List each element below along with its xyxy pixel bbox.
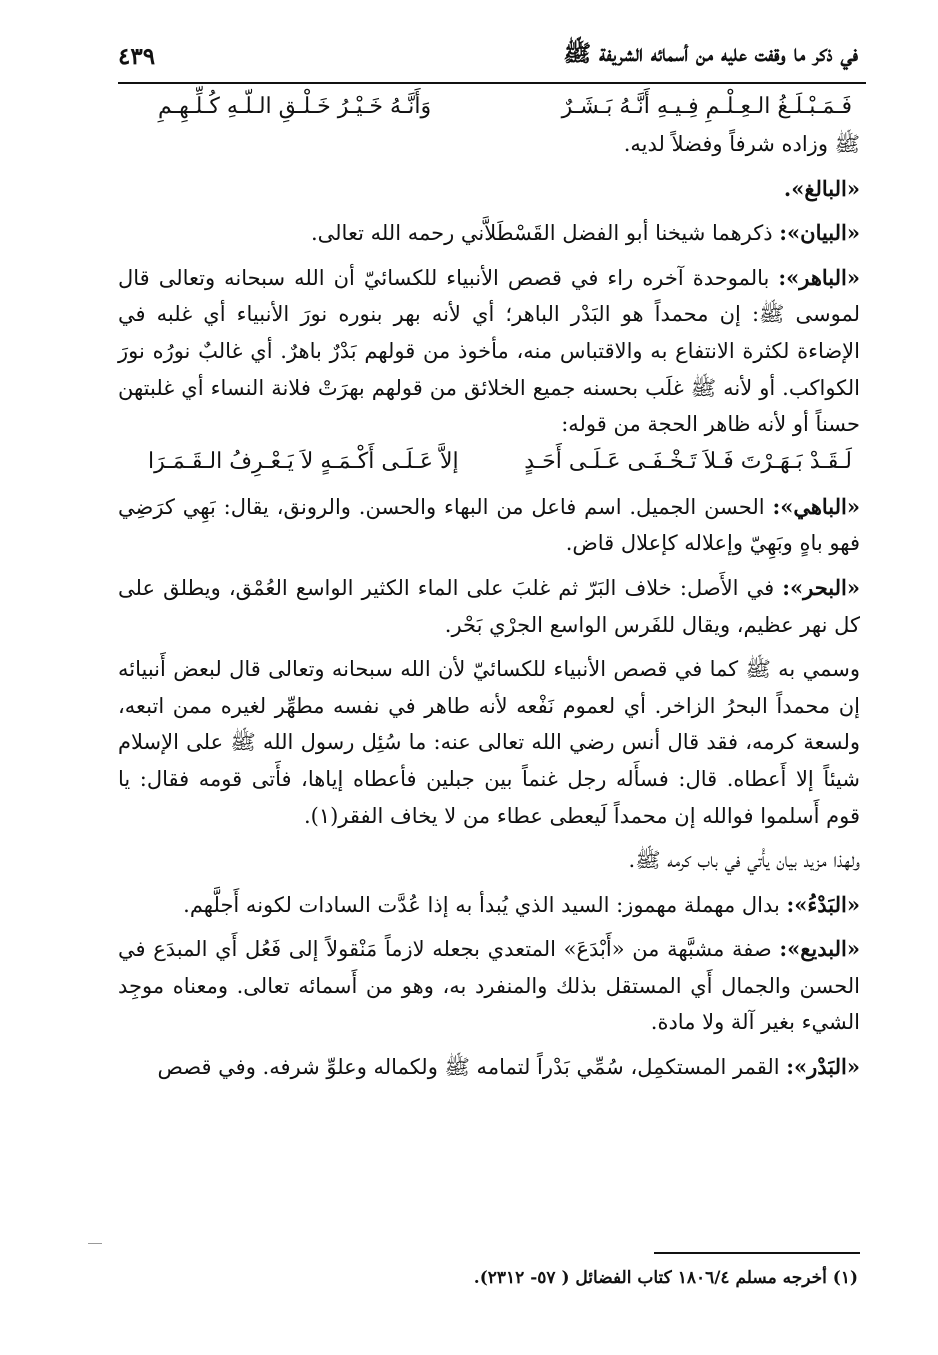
entry-term: «البحر»:	[782, 574, 860, 600]
entry-al-badr	[118, 1049, 860, 1086]
paragraph-continuation: ﷺ وزاده شرفاً وفضلاً لديه.	[623, 132, 860, 156]
page-number: ٤٣٩	[118, 42, 156, 70]
entry-term: «البَدْءُ»:	[786, 891, 860, 917]
entry-text: الحسن الجميل. اسم فاعل من البهاء والحسن. والرونق، يقال: بَهِي كرَضِي فهو باهٍ وبَهِيّ وإعلاله كإعلال قاض.	[118, 494, 860, 556]
verse-2-second-hemistich: إلاَّ عَـلَـى أَكْـمَـهٍ لاَ يَـعْـرِفُ الـقَـمَـرَا	[148, 448, 459, 474]
entry-text: في الأَصل: خلاف البَرّ ثم غلبَ على الماء الكثير الواسع العُمْق، ويطلق على كل نهر عظيم، ويقال للفَرس الواسع الجرْي بَحْر.	[118, 575, 860, 637]
entry-term: «البديع»:	[779, 936, 860, 962]
entry-al-badi	[118, 931, 860, 1041]
entry-term: «البَدْر»:	[786, 1054, 860, 1080]
margin-mark	[88, 1243, 102, 1244]
entry-al-bayan	[118, 215, 860, 252]
entry-text: صفة مشبَّهة من «أَبْدَعَ» المتعدي بجعله لازماً مَنْقولاً إلى فَعُل أَي المبدَع في الحسن والجمال أَي المستقل بذلك والمنفرد به، وهو من أَسمائه تعالى. ومعناه موجِد الشيء بغير آلة ولا مادة.	[118, 937, 860, 1035]
main-text	[118, 88, 860, 1086]
entry-term: «البالغ».	[783, 175, 860, 201]
paragraph-al-bahr-explanation: وسمي به ﷺ كما في قصص الأنبياء للكسائيّ لأن الله سبحانه وتعالى قال لبعض أَنبيائه إن محمداً البحرُ الزاخر. أي لعموم نَفْعه لأنه طاهر في نفسه مطهِّر لغيره ممن اتبعه، ولسعة كرمه، فقد قال أنس رضي الله تعالى عنه: ما سُئِل رسول الله ﷺ على الإسلام شيئاً إلا أَعطاه. قال: فسأَله رجل غنماً بين جبلين فأعطاه إياها، فأَتى قومه فقال: يا قوم أَسلموا فوالله إن محمداً لَيعطى عطاء من لا يخاف الفقر(١).	[118, 657, 860, 828]
entry-text: بدال مهملة مهموز: السيد الذي يُبدأ به إذا عُدَّت السادات لكونه أَجلَّهم.	[183, 892, 787, 917]
verse-1-first-hemistich: فَـمَـبْـلَـغُ الـعِـلْـمِ فِـيـهِ أَنَّـهُ بَـشَـرٌ	[561, 94, 852, 119]
footnote-rule	[654, 1252, 860, 1254]
footnote: (١) أخرجه مسلم ١٨٠٦/٤ كتاب الفضائل ( ٥٧- ٢٣١٢).	[473, 1268, 858, 1288]
verse-2-first-hemistich: لَـقَـدْ بَـهَـرْتَ فَـلاَ تَـخْـفَـى عَـلَـى أَحَـدٍ	[524, 448, 852, 474]
entry-term: «الباهر»:	[778, 264, 860, 290]
paragraph-cross-reference: ولهذا مزيد بيان يأْتي في باب كرمه ﷺ.	[628, 848, 860, 873]
entry-term: «البيان»:	[779, 220, 860, 246]
poem-verse-2	[118, 443, 860, 481]
entry-al-bahr	[118, 570, 860, 643]
verse-1-second-hemistich: وَأَنَّـهُ خَـيْـرُ خَـلْـقِ الـلّـهِ كُـلِّـهِـمِ	[158, 94, 432, 119]
entry-al-bad	[118, 887, 860, 924]
entry-text: بالموحدة آخره راء في قصص الأنبياء للكسائيّ أن الله سبحانه وتعالى قال لموسى ﷺ: إن محمداً هو البَدْر الباهر؛ أي لأنه بهر بنوره نورَ الأنبياء أي غلبه في الإضاءة لكثرة الانتفاع به والاقتباس منه، مأخوذ من قولهم بَدْرٌ باهرٌ. أي غالبٌ نورُه نورَ الكواكب. أو لأنه ﷺ غلَب بحسنه جميع الخلائق من قولهم بهرَتْ فلانة النساء أي غلبتهن حسناً أو لأنه ظاهر الحجة من قوله:	[118, 265, 860, 437]
entry-term: «الباهي»:	[772, 493, 860, 519]
entry-text: ذكرهما شيخنا أبو الفضل القَسْطَلاَّني رحمه الله تعالى.	[310, 221, 780, 246]
poem-verse-1	[118, 88, 860, 126]
running-title: في ذكر ما وقفت عليه من أسمائه الشريفة ﷺ	[563, 40, 858, 67]
entry-text: القمر المستكمِل، سُمِّي بَدْراً لتمامه ﷺ ولكماله وعلوِّ شرفه. وفي قصص	[157, 1055, 787, 1080]
entry-al-bahir	[118, 260, 860, 443]
entry-al-baligh	[118, 171, 860, 208]
entry-al-bahi	[118, 489, 860, 562]
page-header	[118, 34, 858, 78]
header-rule	[118, 82, 866, 84]
